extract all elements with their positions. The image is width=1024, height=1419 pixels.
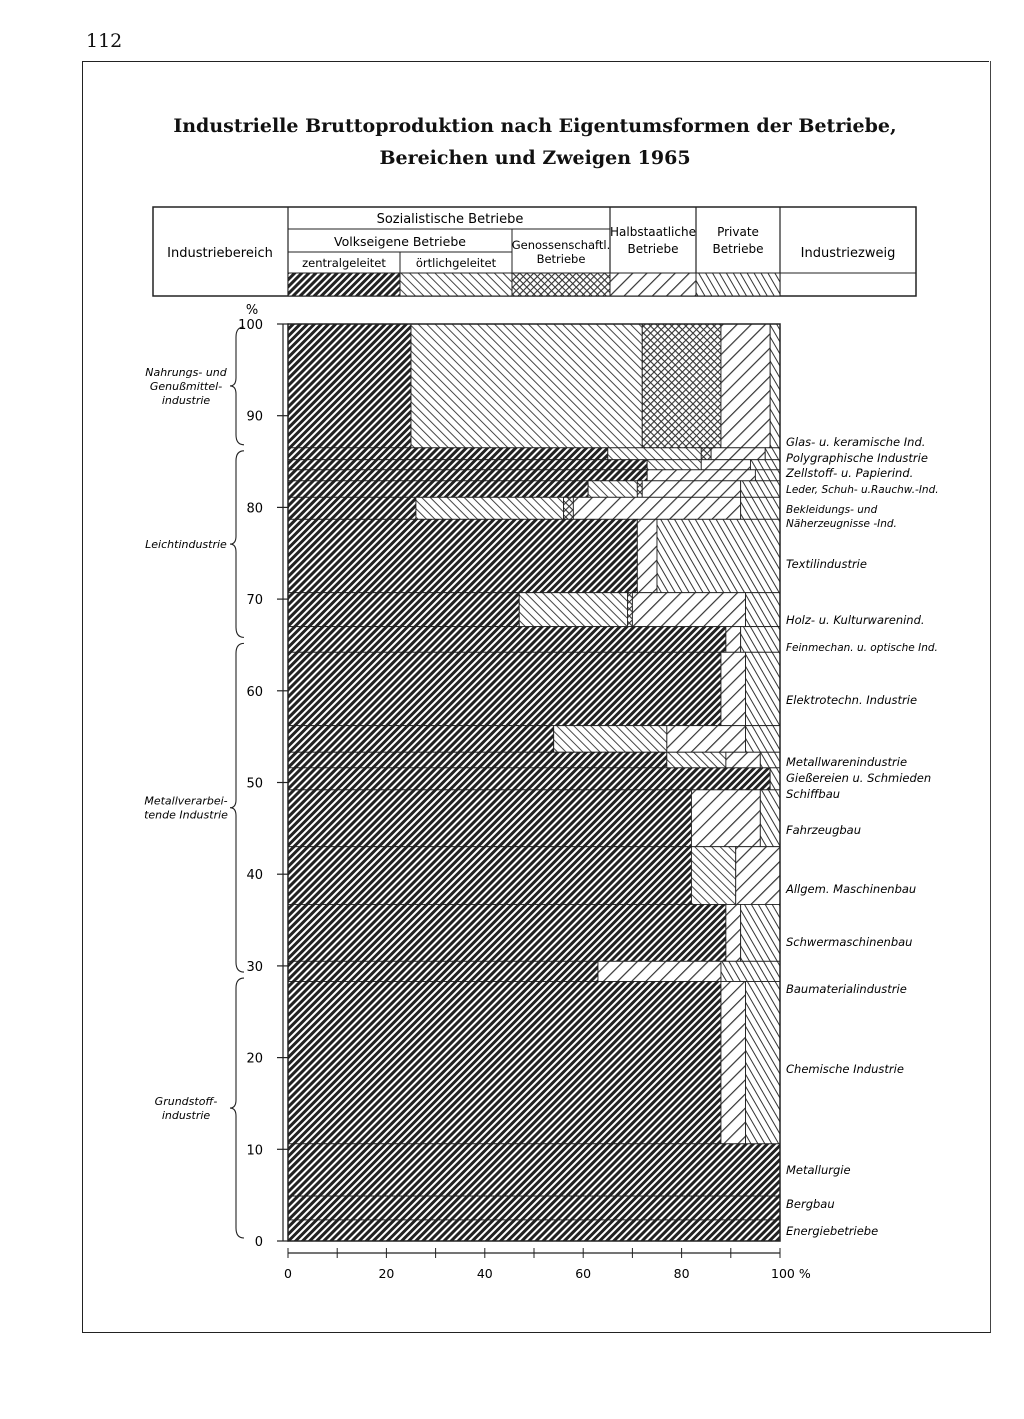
cell-1-halbstaat — [711, 448, 765, 460]
cell-7-oertlich — [519, 593, 627, 627]
cell-5-genossen — [564, 497, 574, 519]
x-tick-label: 20 — [378, 1266, 395, 1281]
cell-10-halbstaat — [667, 726, 746, 753]
cell-4-zentral — [288, 481, 588, 498]
cell-8-zentral — [288, 627, 726, 653]
legend-oertlich: örtlichgeleitet — [415, 256, 497, 270]
cell-0-zentral — [288, 324, 411, 448]
bereich-brace-2 — [230, 643, 244, 972]
cell-0-privat — [770, 324, 780, 448]
cell-9-halbstaat — [721, 652, 746, 725]
zweig-label-6: Textilindustrie — [786, 557, 867, 571]
cell-13-zentral — [288, 790, 691, 847]
y-tick-label: 100 — [238, 318, 263, 333]
y-tick-label: 50 — [246, 776, 263, 792]
x-tick-label: 60 — [575, 1266, 592, 1281]
zweig-label-11: Gießereien u. Schmieden — [786, 771, 932, 785]
zweig-labels — [785, 435, 939, 1238]
bereich-brace-3 — [230, 978, 244, 1238]
legend-industriezweig: Industriezweig — [800, 246, 896, 261]
bereich-labels — [144, 327, 244, 1238]
chart-cells — [288, 324, 780, 1241]
y-axis-unit: % — [245, 303, 259, 318]
zweig-label-1: Glas- u. keramische Ind. — [786, 435, 926, 449]
cell-14-halbstaat — [736, 847, 780, 905]
cell-1-privat — [765, 448, 780, 460]
legend-sozialistische: Sozialistische Betriebe — [376, 212, 524, 227]
cell-13-privat — [760, 790, 780, 847]
cell-5-privat — [741, 497, 780, 519]
legend-halbstaat-1: Halbstaatliche — [610, 225, 696, 239]
cell-6-privat — [657, 519, 780, 592]
zweig-label-7: Holz- u. Kulturwarenind. — [786, 613, 925, 627]
y-tick-label: 0 — [254, 1235, 263, 1250]
cell-4-halbstaat — [642, 481, 740, 498]
cell-11-halbstaat — [726, 752, 760, 768]
cell-2-oertlich — [647, 460, 701, 470]
legend-genossen-2: Betriebe — [536, 252, 586, 266]
legend-table — [153, 207, 916, 296]
y-tick-label: 70 — [246, 593, 263, 609]
cell-10-oertlich — [554, 726, 667, 753]
cell-3-privat — [755, 470, 780, 481]
bereich-brace-0 — [230, 327, 244, 445]
cell-16-zentral — [288, 961, 598, 981]
y-tick-label: 10 — [246, 1143, 263, 1159]
cell-5-oertlich — [416, 497, 564, 519]
cell-10-zentral — [288, 726, 554, 753]
cell-8-privat — [741, 627, 780, 653]
cell-17-halbstaat — [721, 981, 746, 1143]
cell-10-privat — [746, 726, 780, 753]
bereich-label-1: Leichtindustrie — [145, 538, 227, 552]
legend-halbstaat-2: Betriebe — [627, 242, 679, 256]
cell-20-zentral — [288, 1220, 780, 1241]
cell-5-zentral — [288, 497, 416, 519]
cell-11-privat — [760, 752, 780, 768]
y-tick-label: 40 — [246, 868, 263, 884]
cell-16-halbstaat — [598, 961, 721, 981]
legend-volkseigene: Volkseigene Betriebe — [334, 234, 466, 249]
zweig-label-8: Feinmechan. u. optische Ind. — [786, 642, 938, 654]
cell-15-zentral — [288, 904, 726, 961]
zweig-label-3: Zellstoff- u. Papierind. — [786, 466, 914, 480]
cell-6-halbstaat — [637, 519, 657, 592]
legend-swatch-halbstaat — [610, 273, 696, 296]
zweig-label-14: Allgem. Maschinenbau — [786, 882, 917, 896]
cell-11-zentral — [288, 752, 667, 768]
zweig-label-18: Metallurgie — [786, 1163, 851, 1177]
chart-title-line-1: Industrielle Bruttoproduktion nach Eigentumsformen der Betriebe, — [173, 115, 897, 137]
cell-0-genossen — [642, 324, 721, 448]
bereich-label-0: Nahrungs- und Genußmittel-industrie — [145, 365, 227, 407]
cell-4-privat — [741, 481, 780, 498]
legend-industriebereich: Industriebereich — [167, 246, 273, 261]
y-tick-label: 30 — [246, 959, 263, 975]
cell-12-privat — [770, 768, 780, 790]
x-tick-label: 0 — [284, 1266, 292, 1281]
legend-privat-2: Betriebe — [712, 242, 764, 256]
cell-6-zentral — [288, 519, 637, 592]
x-tick-label: 100 % — [771, 1266, 811, 1281]
cell-14-oertlich — [691, 847, 735, 905]
page-number: 112 — [86, 30, 123, 52]
zweig-label-17: Chemische Industrie — [786, 1062, 904, 1076]
zweig-label-10: Metallwarenindustrie — [786, 755, 908, 769]
zweig-label-16: Baumaterialindustrie — [786, 982, 907, 996]
zweig-label-2: Polygraphische Industrie — [786, 451, 928, 465]
cell-9-privat — [746, 652, 780, 725]
cell-7-zentral — [288, 593, 519, 627]
cell-0-halbstaat — [721, 324, 770, 448]
bereich-label-3: Grundstoff-industrie — [154, 1095, 218, 1123]
zweig-label-4: Leder, Schuh- u.Rauchw.-Ind. — [786, 484, 939, 496]
cell-7-genossen — [627, 593, 632, 627]
cell-1-oertlich — [608, 448, 701, 460]
cell-7-halbstaat — [632, 593, 745, 627]
y-tick-label: 80 — [246, 501, 263, 517]
cell-11-oertlich — [667, 752, 726, 768]
zweig-label-9: Elektrotechn. Industrie — [786, 693, 918, 707]
cell-9-zentral — [288, 652, 721, 725]
cell-2-privat — [750, 460, 780, 470]
zweig-label-12: Schiffbau — [786, 787, 841, 801]
cell-0-oertlich — [411, 324, 642, 448]
zweig-label-13: Fahrzeugbau — [786, 823, 862, 837]
cell-7-privat — [746, 593, 780, 627]
y-tick-label: 60 — [246, 684, 263, 700]
x-tick-label: 40 — [476, 1266, 493, 1281]
zweig-label-5: Bekleidungs- und Näherzeugnisse -Ind. — [786, 504, 897, 530]
cell-3-zentral — [288, 470, 647, 481]
legend-privat-1: Private — [717, 225, 759, 239]
cell-14-zentral — [288, 847, 691, 905]
cell-17-zentral — [288, 981, 721, 1143]
cell-17-privat — [746, 981, 780, 1143]
cell-19-zentral — [288, 1196, 780, 1220]
y-tick-label: 20 — [246, 1051, 263, 1067]
legend-swatch-privat — [696, 273, 780, 296]
cell-18-zentral — [288, 1144, 780, 1196]
bereich-brace-1 — [230, 451, 244, 638]
cell-3-halbstaat — [647, 470, 755, 481]
cell-2-halbstaat — [701, 460, 750, 470]
legend-swatch-genossen — [512, 273, 610, 296]
cell-8-halbstaat — [726, 627, 741, 653]
cell-15-privat — [741, 904, 780, 961]
x-tick-label: 80 — [673, 1266, 690, 1281]
cell-4-oertlich — [588, 481, 637, 498]
cell-13-halbstaat — [691, 790, 760, 847]
legend-swatch-oertlich — [400, 273, 512, 296]
zweig-label-19: Bergbau — [786, 1197, 835, 1211]
cell-15-halbstaat — [726, 904, 741, 961]
zweig-label-15: Schwermaschinenbau — [786, 935, 913, 949]
cell-12-zentral — [288, 768, 770, 790]
legend-swatch-zentral — [288, 273, 400, 296]
cell-1-zentral — [288, 448, 608, 460]
cell-2-zentral — [288, 460, 647, 470]
cell-5-halbstaat — [573, 497, 740, 519]
cell-16-privat — [721, 961, 780, 981]
legend-genossen-1: Genossenschaftl. — [511, 238, 611, 252]
chart-title-line-2: Bereichen und Zweigen 1965 — [379, 147, 691, 169]
bereich-label-2: Metallverarbei-tende Industrie — [144, 794, 228, 822]
zweig-label-20: Energiebetriebe — [786, 1224, 879, 1238]
legend-zentral: zentralgeleitet — [302, 256, 386, 270]
cell-1-genossen — [701, 448, 711, 460]
cell-4-genossen — [637, 481, 642, 498]
y-tick-label: 90 — [246, 409, 263, 425]
